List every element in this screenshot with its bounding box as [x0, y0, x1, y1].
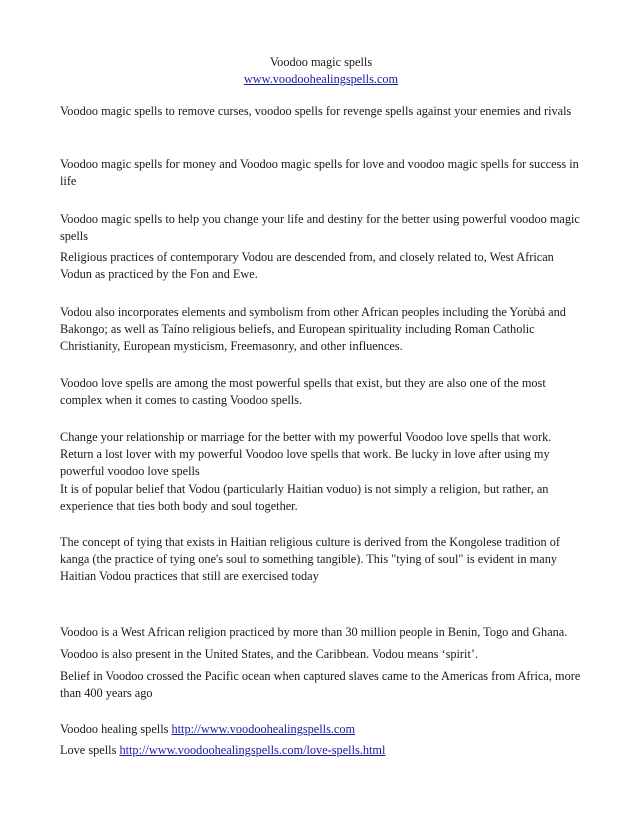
love-spells-label: Love spells [60, 743, 120, 757]
paragraph-united-states: Voodoo is also present in the United States, and the Caribbean. Vodou means ‘spirit’. [60, 647, 479, 661]
healing-spells-link[interactable]: http://www.voodoohealingspells.com [171, 722, 356, 736]
love-spells-line [60, 742, 582, 759]
paragraph-change-life: Voodoo magic spells to help you change your life and destiny for the better using powerful voodoo magic spells [60, 212, 580, 243]
paragraph-tying-concept: The concept of tying that exists in Haitian religious culture is derived from the Kongolese tradition of kanga (the practice of tying one's soul to something tangible). This "tying of soul" is evident in many Haitian Vodou practices that still are exercised today [60, 535, 560, 583]
paragraph-religious-practices: Religious practices of contemporary Vodou are descended from, and closely related to, West African Vodun as practiced by the Fon and Ewe. [60, 250, 554, 281]
document-title: Voodoo magic spells [269, 55, 373, 69]
paragraph-vodou-elements: Vodou also incorporates elements and symbolism from other African peoples including the Yorùbá and Bakongo; as well as Taíno religious beliefs, and European spirituality including Roman Catholic Christianity, European mysticism, Freemasonry, and other influences. [60, 305, 566, 353]
paragraph-money-love-success: Voodoo magic spells for money and Voodoo magic spells for love and voodoo magic spells for success in life [60, 157, 579, 188]
paragraph-west-african-religion: Voodoo is a West African religion practiced by more than 30 million people in Benin, Togo and Ghana. [60, 625, 568, 639]
paragraph-pacific-crossing: Belief in Voodoo crossed the Pacific ocean when captured slaves came to the Americas from Africa, more than 400 years ago [60, 669, 581, 700]
healing-spells-label: Voodoo healing spells [60, 722, 172, 736]
header-url-link[interactable]: www.voodoohealingspells.com [243, 72, 399, 86]
paragraph-curses: Voodoo magic spells to remove curses, voodoo spells for revenge spells against your enemies and rivals [60, 104, 572, 118]
paragraph-popular-belief: It is of popular belief that Vodou (particularly Haitian voduo) is not simply a religion, but rather, an experience that ties both body and soul together. [60, 482, 549, 513]
love-spells-link[interactable]: http://www.voodoohealingspells.com/love-spells.html [119, 743, 386, 757]
paragraph-love-spells: Voodoo love spells are among the most powerful spells that exist, but they are also one of the most complex when it comes to casting Voodoo spells. [60, 376, 546, 407]
healing-spells-line [60, 721, 582, 738]
header-url-line [60, 71, 582, 88]
paragraph-relationship: Change your relationship or marriage for the better with my powerful Voodoo love spells that work. Return a lost lover with my powerful Voodoo love spells that work. Be lucky in love after using my powerful voodoo love spells [60, 430, 552, 478]
